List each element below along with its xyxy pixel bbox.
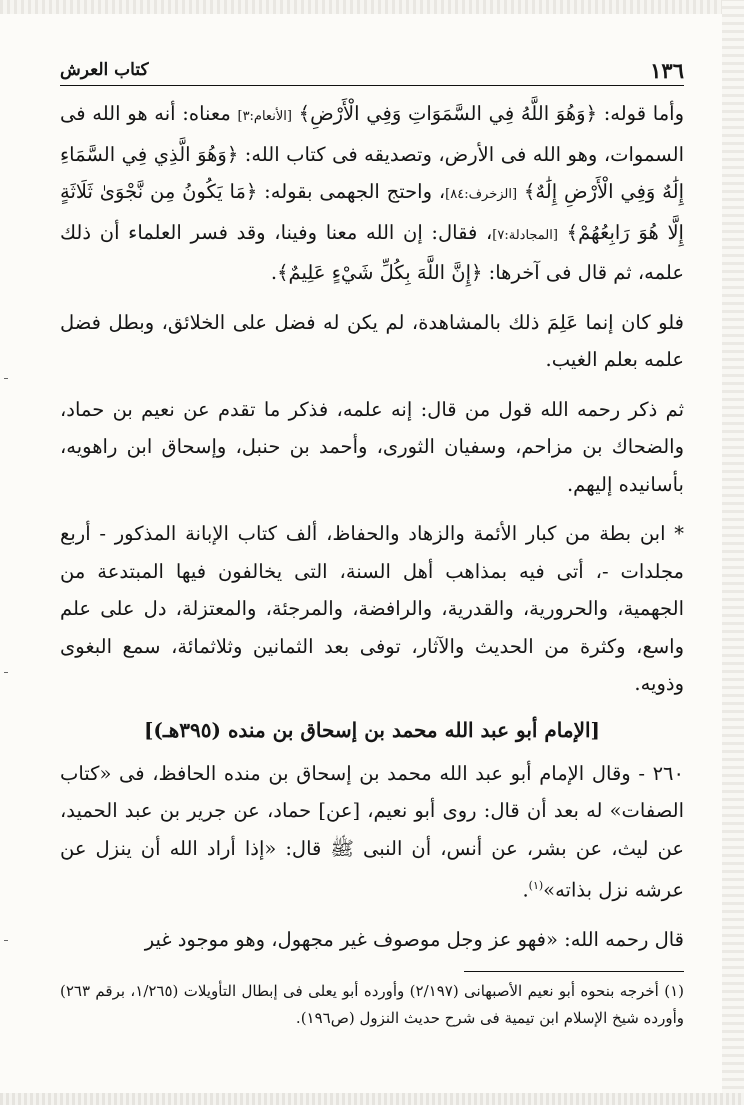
page-number: ١٣٦ <box>650 58 684 83</box>
footnote-rule <box>464 971 684 972</box>
margin-mark <box>4 940 8 941</box>
margin-mark <box>4 378 8 379</box>
quran-reference: [الزخرف:٨٤] <box>445 187 518 202</box>
paragraph: فلو كان إنما عَلِمَ ذلك بالمشاهدة، لم يكن له فضل على الخلائق، وبطل فضل علمه بعلم الغيب. <box>60 310 684 371</box>
paragraph: قال رحمه الله: «فهو عز وجل موصوف غير مجهول، وهو موجود غير <box>144 928 684 951</box>
page-header <box>60 58 684 86</box>
paragraph-verse-commentary: وأما قوله: ﴿وَهُوَ اللَّهُ فِي السَّمَوَاتِ وَفِي الْأَرْضِ﴾ [الأنعام:٣] معناه: أنه هو الله فى السموات، وهو الله فى الأرض، وتصديقه فى كتاب الله: ﴿وَهُوَ الَّذِي فِي السَّمَاءِ إِلَٰهٌ وَفِي الْأَرْضِ إِلَٰهٌ﴾ [الزخرف:٨٤]، واحتج الجهمى بقوله: ﴿مَا يَكُونُ مِن نَّجْوَىٰ ثَلَاثَةٍ إِلَّا هُوَ رَابِعُهُمْ﴾ [المجادلة:٧]، فقال: إن الله معنا وفينا، وقد فسر العلماء أن ذلك علمه، ثم قال فى آخرها: ﴿إِنَّ اللَّهَ بِكُلِّ شَيْءٍ عَلِيمٌ﴾. <box>60 102 684 284</box>
quran-reference: [الأنعام:٣] <box>237 109 292 124</box>
paragraph: ثم ذكر رحمه الله قول من قال: إنه علمه، فذكر ما تقدم عن نعيم بن حماد، والضحاك بن مزاحم، وسفيان الثورى، وأحمد بن حنبل، وإسحاق ابن راهويه، بأسانيده إليهم. <box>60 397 684 496</box>
scan-edge-bottom <box>0 1093 744 1105</box>
scan-edge-top <box>0 0 744 14</box>
footnote-marker: (١) <box>528 879 544 892</box>
header-rule <box>60 85 684 86</box>
section-heading: [الإمام أبو عبد الله محمد بن إسحاق بن منده (٣٩٥هـ)] <box>143 717 601 742</box>
running-title: كتاب العرش <box>60 60 149 80</box>
book-page <box>60 58 684 1032</box>
page-body <box>60 95 684 1032</box>
quran-reference: [المجادلة:٧] <box>492 227 558 243</box>
margin-mark <box>4 672 8 673</box>
paragraph-numbered-report: ٢٦٠ - وقال الإمام أبو عبد الله محمد بن إسحاق بن منده الحافظ، فى «كتاب الصفات» له بعد أن قال: روى أبو نعيم، [عن] حماد، عن جرير بن عبد الحميد، عن ليث، عن بشر، عن أنس، أن النبى ﷺ قال: «إذا أراد الله أن ينزل عن عرشه نزل بذاته»$^{(١)}$. <box>60 761 684 902</box>
scan-edge-right <box>722 0 744 1105</box>
footnote: (١) أخرجه بنحوه أبو نعيم الأصبهانى (٢/١٩٧) وأورده أبو يعلى فى إبطال التأويلات (١/٢٦٥، برقم ٢٦٣) وأورده شيخ الإسلام ابن تيمية فى شرح حديث النزول (ص١٩٦). <box>60 981 684 1027</box>
paragraph-biography-note: * ابن بطة من كبار الأئمة والزهاد والحفاظ، ألف كتاب الإبانة المذكور - أربع مجلدات -، أتى فيه بمذاهب أهل السنة، التى يخالفون فيها المبتدعة من الجهمية، والحرورية، والقدرية، والرافضة، والمرجئة، والمعتزلة، دل على علم واسع، وكثرة من الحديث والآثار، توفى بعد الثمانين وثلاثمائة، سمع البغوى وذويه. <box>60 522 684 695</box>
